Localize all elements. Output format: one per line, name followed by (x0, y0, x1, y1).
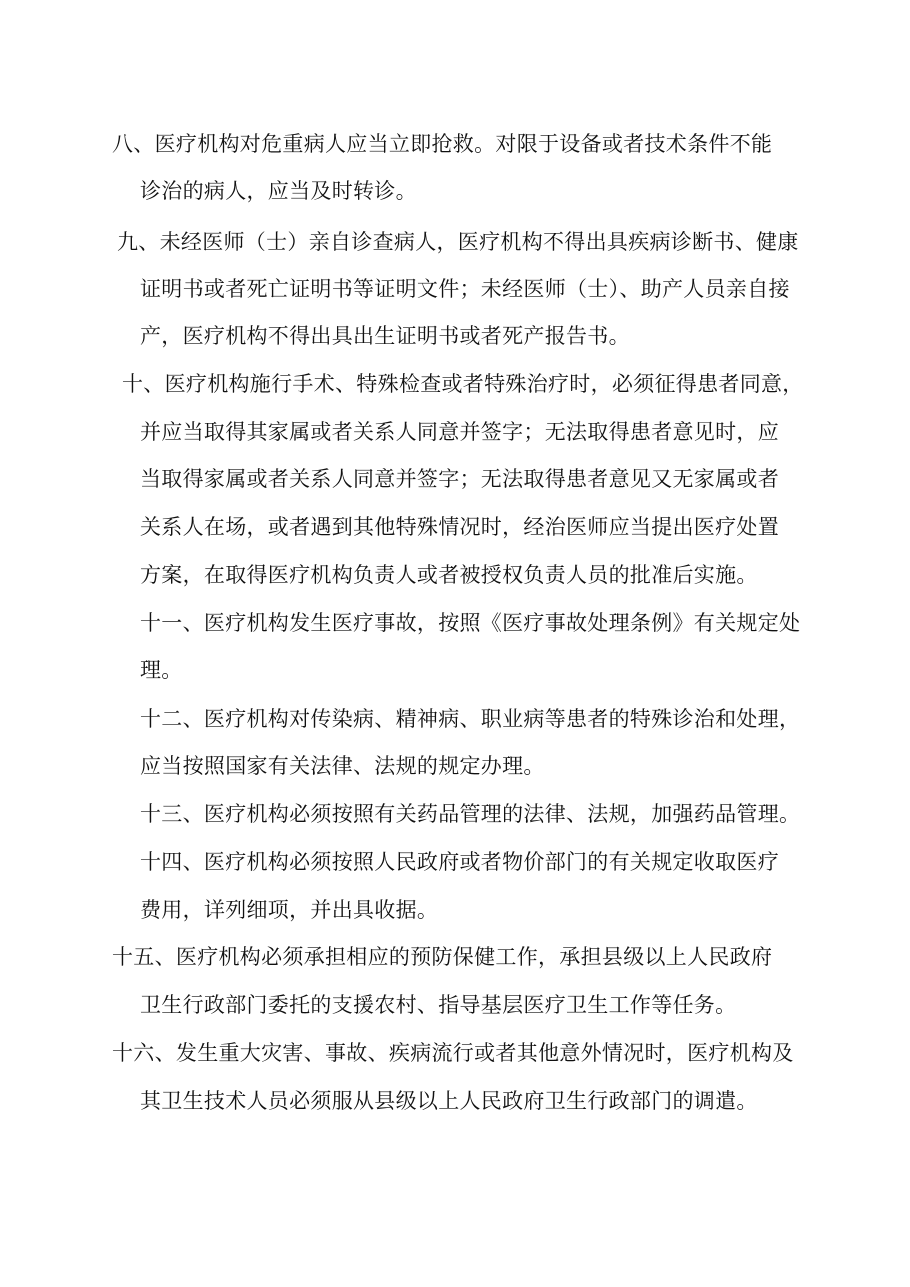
paragraph-12-line-1: 十二、医疗机构对传染病、精神病、职业病等患者的特殊诊治和处理， (140, 707, 801, 731)
paragraph-15-line-2: 卫生行政部门委托的支援农村、指导基层医疗卫生工作等任务。 (140, 993, 737, 1017)
paragraph-11-line-2: 理。 (140, 658, 183, 682)
paragraph-11-line-1: 十一、医疗机构发生医疗事故，按照《医疗事故处理条例》有关规定处 (140, 611, 801, 635)
paragraph-9-line-2: 证明书或者死亡证明书等证明文件；未经医师（士）、助产人员亲自接 (140, 277, 790, 301)
paragraph-14-line-1: 十四、医疗机构必须按照人民政府或者物价部门的有关规定收取医疗 (140, 850, 779, 874)
paragraph-16-line-2: 其卫生技术人员必须服从县级以上人民政府卫生行政部门的调遣。 (140, 1089, 758, 1113)
paragraph-9-line-1: 九、未经医师（士）亲自诊查病人，医疗机构不得出具疾病诊断书、健康 (117, 230, 799, 254)
paragraph-10-line-4: 关系人在场，或者遇到其他特殊情况时，经治医师应当提出医疗处置 (140, 515, 779, 539)
paragraph-8-line-2: 诊治的病人，应当及时转诊。 (140, 179, 417, 203)
paragraph-16-line-1: 十六、发生重大灾害、事故、疾病流行或者其他意外情况时，医疗机构及 (112, 1041, 794, 1065)
paragraph-10-line-3: 当取得家属或者关系人同意并签字；无法取得患者意见又无家属或者 (140, 467, 779, 491)
paragraph-10-line-1: 十、医疗机构施行手术、特殊检查或者特殊治疗时，必须征得患者同意， (122, 372, 804, 396)
paragraph-9-line-3: 产，医疗机构不得出具出生证明书或者死产报告书。 (140, 324, 630, 348)
paragraph-14-line-2: 费用，详列细项，并出具收据。 (140, 898, 439, 922)
paragraph-10-line-2: 并应当取得其家属或者关系人同意并签字；无法取得患者意见时，应 (140, 420, 779, 444)
paragraph-12-line-2: 应当按照国家有关法律、法规的规定办理。 (140, 754, 545, 778)
paragraph-10-line-5: 方案，在取得医疗机构负责人或者被授权负责人员的批准后实施。 (140, 563, 758, 587)
paragraph-13-line-1: 十三、医疗机构必须按照有关药品管理的法律、法规，加强药品管理。 (140, 802, 801, 826)
paragraph-8-line-1: 八、医疗机构对危重病人应当立即抢救。对限于设备或者技术条件不能 (112, 132, 773, 156)
paragraph-15-line-1: 十五、医疗机构必须承担相应的预防保健工作，承担县级以上人民政府 (112, 945, 773, 969)
